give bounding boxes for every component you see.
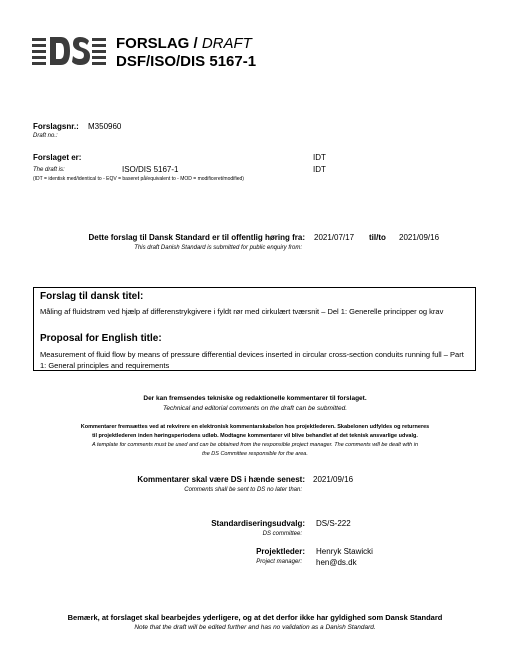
draft-no-label: Draft no.:	[33, 133, 58, 139]
document-id: DSF/ISO/DIS 5167-1	[116, 53, 257, 70]
forslagsnr-value: M350960	[88, 122, 122, 131]
deadline-sub: Comments shall be sent to DS no later than:	[184, 487, 302, 493]
committee-label: Standardiseringsudvalg:	[211, 519, 305, 528]
ds-logo	[32, 36, 106, 66]
enquiry-from: 2021/07/17	[314, 233, 355, 242]
draft-label: DRAFT	[201, 35, 252, 52]
danish-title-text: Måling af fluidstrøm ved hjælp af differenstrykgivere i fyldt rør med cirkulært tværsnit – Del 1: Generelle principper og krav	[40, 307, 444, 316]
committee-sub: DS committee:	[262, 531, 302, 537]
comments-info-en: Technical and editorial comments on the draft can be submitted.	[162, 405, 348, 412]
manager-email[interactable]: hen@ds.dk	[316, 558, 357, 567]
english-title-heading: Proposal for English title:	[40, 333, 162, 344]
title-box	[33, 287, 476, 371]
template-instructions-en-1: A template for comments must be used and can be obtained from the responsible project manager. The comments will be dealt with in	[91, 442, 419, 448]
enquiry-til: til/to	[369, 233, 386, 242]
english-title-text: Measurement of fluid flow by means of pressure differential devices inserted in circular cross-section conduits running full – Part 1: General principles and requirements	[40, 350, 464, 370]
idt-legend: (IDT = identisk med/identical to - EQV = baseret på/equivalent to - MOD = modificeret/modified)	[33, 176, 244, 182]
template-instructions-en-2: the DS Committee responsible for the area.	[202, 451, 308, 457]
forslagsnr-label: Forslagsnr.:	[33, 122, 79, 131]
forslaget-label: Forslaget er:	[33, 153, 82, 162]
manager-name: Henryk Stawicki	[316, 547, 373, 556]
comments-info: Der kan fremsendes tekniske og redaktionelle kommentarer til forslaget.	[143, 395, 367, 402]
template-instructions-2: til projektlederen inden høringsperiodens udløb. Modtagne kommentarer vil blive behandlet af det teknisk ansvarlige udvalg.	[92, 433, 418, 439]
footer-note-en: Note that the draft will be edited further and has no validation as a Danish Standard.	[134, 624, 376, 631]
idt-value: IDT	[313, 165, 326, 174]
document-type	[116, 35, 252, 52]
deadline-value: 2021/09/16	[313, 475, 354, 484]
idt-top: IDT	[313, 153, 326, 162]
template-instructions-1: Kommentarer fremsættes ved at rekvirere en elektronisk kommentarskabelon hos projektlederen. Skabelonen udfyldes og returneres	[80, 424, 430, 430]
forslag-label: FORSLAG /	[116, 35, 198, 52]
enquiry-to: 2021/09/16	[399, 233, 440, 242]
enquiry-label: Dette forslag til Dansk Standard er til offentlig høring fra:	[88, 233, 305, 242]
standard-ref: ISO/DIS 5167-1	[122, 165, 179, 174]
manager-sub: Project manager:	[256, 559, 302, 565]
deadline-label: Kommentarer skal være DS i hænde senest:	[137, 475, 305, 484]
draft-is-label: The draft is:	[33, 167, 65, 173]
committee-value: DS/S-222	[316, 519, 351, 528]
footer-note: Bemærk, at forslaget skal bearbejdes yderligere, og at det derfor ikke har gyldighed som Dansk Standard	[67, 613, 443, 622]
enquiry-sub: This draft Danish Standard is submitted for public enquiry from:	[134, 245, 302, 251]
danish-title-heading: Forslag til dansk titel:	[40, 291, 144, 302]
manager-label: Projektleder:	[256, 547, 305, 556]
